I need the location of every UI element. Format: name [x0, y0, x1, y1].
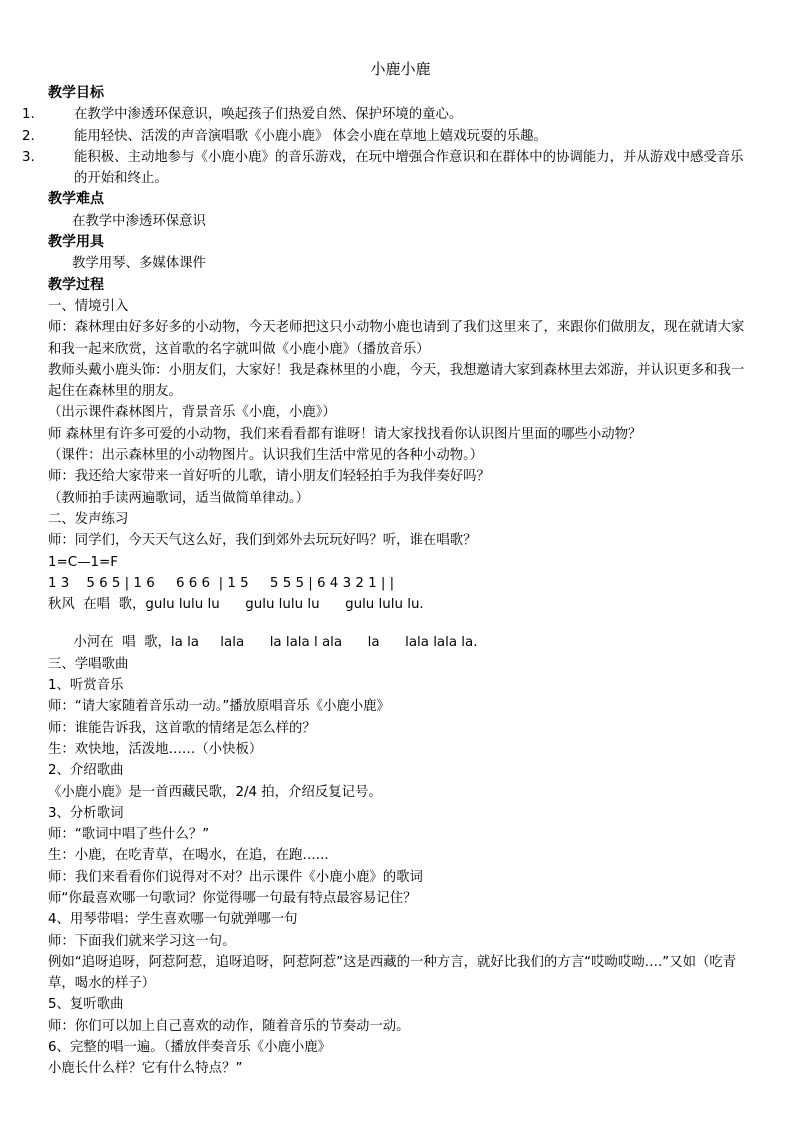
section-heading: 教学过程 — [48, 276, 104, 293]
text-line: （课件：出示森林里的小动物图片。认识我们生活中常见的各种小动物。） — [48, 448, 484, 464]
text-line: 师：下面我们就来学习这一句。 — [48, 933, 236, 949]
text-line: 4、用琴带唱：学生喜欢哪一句就弹哪一句 — [48, 912, 298, 928]
text-line: 一、情境引入 — [48, 298, 129, 314]
text-line: 1=C—1=F — [48, 554, 118, 570]
list-item-text: 能积极、主动地参与《小鹿小鹿》的音乐游戏，在玩中增强合作意识和在群体中的协调能力，并从游戏中感受音乐的开始和终止。 — [74, 149, 744, 187]
notation-line: 1 3 5 6 5 | 1 6 6 6 6 | 1 5 5 5 5 | 6 4 3 2 1 | | — [48, 575, 395, 591]
text-line: 3、分析歌词 — [48, 805, 124, 821]
indented-text: 在教学中渗透环保意识 — [72, 213, 206, 229]
text-line: 生：欢快地，活泼地……（小快板） — [48, 741, 263, 757]
section-heading: 教学难点 — [48, 191, 104, 208]
document-body — [22, 83, 753, 1080]
text-line: 《小鹿小鹿》是一首西藏民歌，2/4 拍，介绍反复记号。 — [48, 784, 382, 800]
list-number: 3. — [22, 149, 35, 165]
list-item-text: 能用轻快、活泼的声音演唱歌《小鹿小鹿》 体会小鹿在草地上嬉戏玩耍的乐趣。 — [74, 128, 547, 144]
list-item-text: 在教学中渗透环保意识，唤起孩子们热爱自然、保护环境的童心。 — [74, 107, 463, 123]
text-line: 三、学唱歌曲 — [48, 656, 129, 672]
notation-line: 小河在 唱 歌，la la lala la lala l ala la lala lala la. — [48, 635, 478, 651]
section-heading: 教学用具 — [48, 234, 104, 251]
text-line: 师：我还给大家带来一首好听的儿歌，请小朋友们轻轻拍手为我伴奏好吗？ — [48, 469, 490, 485]
text-line: 5、复听歌曲 — [48, 997, 124, 1013]
objective-item — [22, 147, 753, 190]
text-line: 生：小鹿，在吃青草，在喝水，在追，在跑…... — [48, 848, 329, 864]
text-line: 师：“请大家随着音乐动一动。”播放原唱音乐《小鹿小鹿》 — [48, 699, 390, 715]
paragraph: 教师头戴小鹿头饰：小朋友们，大家好！我是森林里的小鹿，今天，我想邀请大家到森林里去郊游，并认识更多和我一起住在森林里的朋友。 — [48, 362, 745, 400]
list-number: 1. — [22, 107, 35, 123]
section-heading: 教学目标 — [48, 85, 104, 101]
document-title: 小鹿小鹿 — [370, 60, 431, 78]
text-line: 师：你们可以加上自己喜欢的动作，随着音乐的节奏动一动。 — [48, 1018, 410, 1034]
paragraph: 例如“追呀追呀，阿惹阿惹，追呀追呀，阿惹阿惹”这是西藏的一种方言，就好比我们的方言“哎呦哎呦….”又如（吃青草，喝水的样子） — [48, 954, 737, 992]
text-line: 师“你最喜欢哪一句歌词？你觉得哪一句最有特点最容易记住？ — [48, 890, 417, 906]
text-line: 师 森林里有许多可爱的小动物，我们来看看都有谁呀！请大家找找看你认识图片里面的哪些小动物？ — [48, 426, 642, 442]
text-line: 师：同学们，今天天气这么好，我们到郊外去玩玩好吗？听，谁在唱歌？ — [48, 533, 477, 549]
notation-line: 秋风 在唱 歌，gulu lulu lu gulu lulu lu gulu lulu lu. — [48, 597, 424, 613]
blank-line — [48, 615, 753, 632]
list-number: 2. — [22, 128, 35, 144]
indented-text: 教学用琴、多媒体课件 — [72, 256, 206, 272]
text-line: （教师拍手读两遍歌词，适当做简单律动。） — [48, 490, 310, 506]
text-line: 2、介绍歌曲 — [48, 763, 124, 779]
paragraph: 师：森林理由好多好多的小动物，今天老师把这只小动物小鹿也请到了我们这里来了，来跟你们做朋友，现在就请大家和我一起来欣赏，这首歌的名字就叫做《小鹿小鹿》（播放音乐） — [48, 320, 745, 357]
text-line: （出示课件森林图片，背景音乐《小鹿，小鹿》） — [48, 405, 336, 421]
text-line: 小鹿长什么样？它有什么特点？” — [48, 1061, 243, 1077]
text-line: 1、听赏音乐 — [48, 678, 124, 694]
text-line: 6、完整的唱一遍。（播放伴奏音乐《小鹿小鹿》 — [48, 1040, 332, 1056]
document-page — [22, 58, 753, 1080]
objective-item — [22, 104, 753, 125]
text-line: 师：我们来看看你们说得对不对？出示课件《小鹿小鹿》的歌词 — [48, 869, 423, 885]
text-line: 师：“歌词中唱了些什么？” — [48, 827, 210, 843]
text-line: 二、发声练习 — [48, 511, 129, 527]
objective-item — [22, 126, 753, 147]
text-line: 师：谁能告诉我，这首歌的情绪是怎么样的？ — [48, 720, 316, 736]
